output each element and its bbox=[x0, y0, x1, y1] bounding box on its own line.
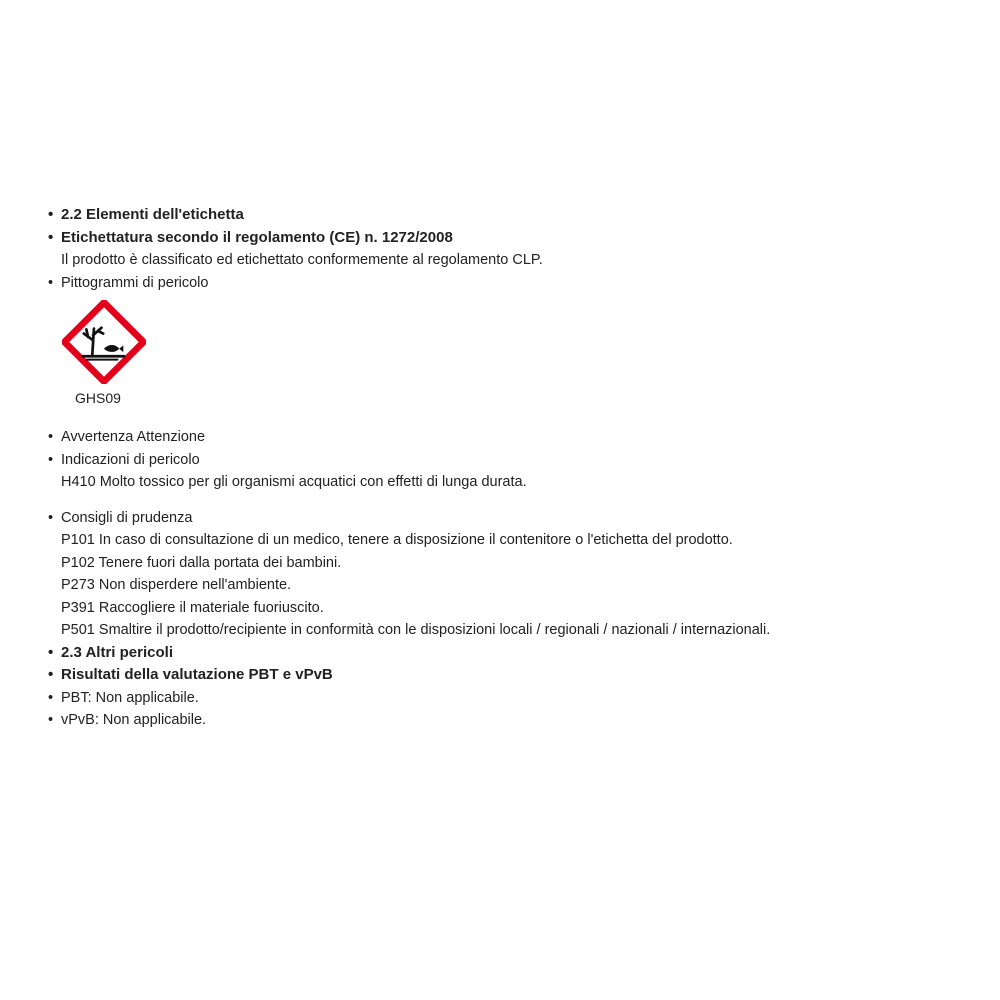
pictogram-code: GHS09 bbox=[75, 390, 121, 406]
vpvb-result-text: vPvB: Non applicabile. bbox=[61, 712, 207, 728]
hazard-statements-label bbox=[48, 449, 968, 472]
bullet: • bbox=[48, 666, 54, 683]
hazard-statement: H410 Molto tossico per gli organismi acquatici con effetti di lunga durata. bbox=[61, 474, 527, 490]
bullet: • bbox=[48, 206, 54, 223]
pbt-result bbox=[48, 687, 968, 710]
precautionary-statement: P501 Smaltire il prodotto/recipiente in conformità con le disposizioni locali / regionali / nazionali / internazionali. bbox=[61, 622, 771, 638]
labelling-text: Il prodotto è classificato ed etichettato conformemente al regolamento CLP. bbox=[61, 252, 543, 268]
section-title bbox=[48, 204, 968, 227]
labelling-heading-text: Etichettatura secondo il regolamento (CE) n. 1272/2008 bbox=[61, 228, 453, 246]
bullet: • bbox=[48, 509, 54, 526]
pictogram-block bbox=[48, 294, 968, 426]
assessment-heading-text: Risultati della valutazione PBT e vPvB bbox=[61, 666, 333, 683]
signal-word-text: Avvertenza Attenzione bbox=[61, 429, 206, 445]
bullet: • bbox=[48, 689, 54, 706]
pictograms-label-text: Pittogrammi di pericolo bbox=[61, 274, 209, 291]
other-hazards-title bbox=[48, 642, 968, 665]
bullet: • bbox=[48, 228, 54, 246]
bullet: • bbox=[48, 274, 54, 291]
precautionary-statement: P391 Raccogliere il materiale fuoriuscito. bbox=[61, 599, 324, 616]
bullet: • bbox=[48, 451, 54, 468]
pictograms-label bbox=[48, 272, 968, 295]
safety-data-sheet-section bbox=[48, 204, 968, 732]
precautionary-statement: P273 Non disperdere nell'ambiente. bbox=[61, 577, 292, 593]
pbt-result-text: PBT: Non applicabile. bbox=[61, 689, 199, 706]
precautionary-statement: P101 In caso di consultazione di un medico, tenere a disposizione il contenitore o l'etichetta del prodotto. bbox=[61, 532, 733, 548]
signal-word bbox=[48, 426, 968, 449]
precautionary-statements-label bbox=[48, 507, 968, 530]
bullet: • bbox=[48, 643, 54, 661]
labelling-heading bbox=[48, 227, 968, 250]
bullet: • bbox=[48, 712, 54, 728]
section-title-text: 2.2 Elementi dell'etichetta bbox=[61, 206, 244, 223]
vpvb-result bbox=[48, 709, 968, 732]
environment-hazard-icon bbox=[62, 300, 146, 384]
other-hazards-title-text: 2.3 Altri pericoli bbox=[61, 643, 173, 661]
bullet: • bbox=[48, 429, 54, 445]
hazard-statements-label-text: Indicazioni di pericolo bbox=[61, 451, 200, 468]
precautionary-statements-label-text: Consigli di prudenza bbox=[61, 509, 193, 526]
assessment-heading bbox=[48, 664, 968, 687]
precautionary-statement: P102 Tenere fuori dalla portata dei bambini. bbox=[61, 554, 342, 571]
